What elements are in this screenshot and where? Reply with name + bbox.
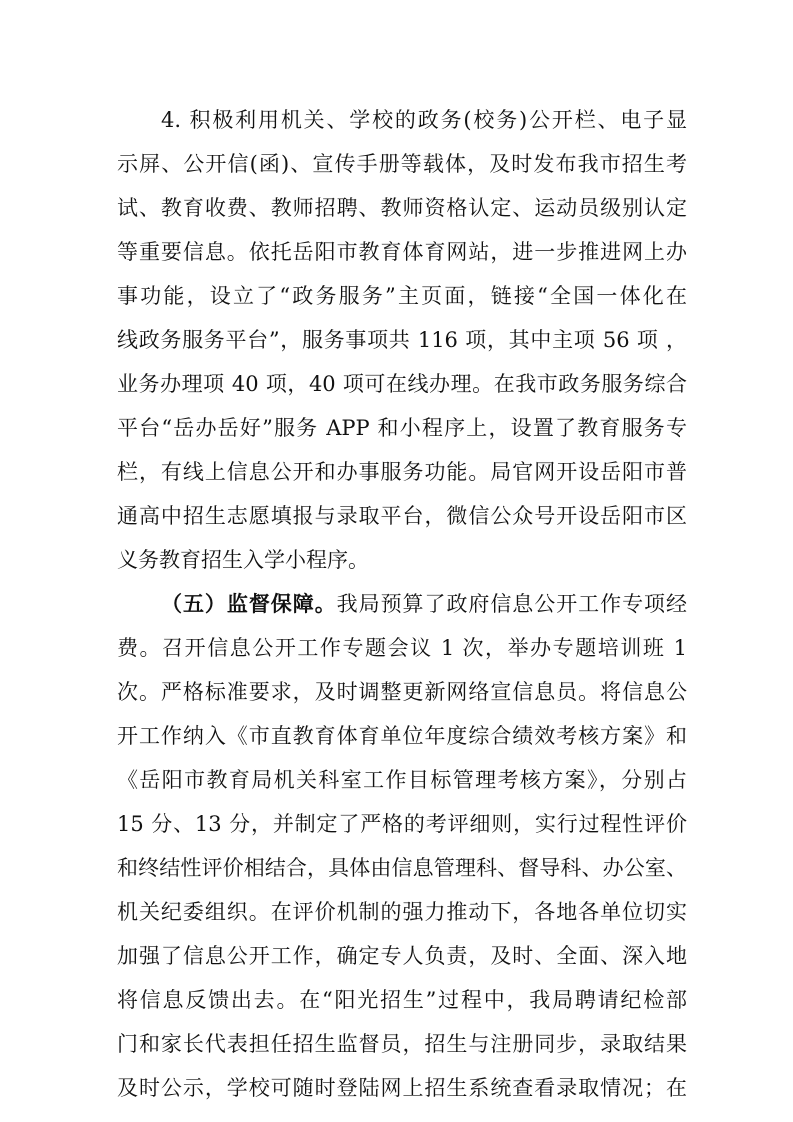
paragraph-4-line: 栏，有线上信息公开和办事服务功能。局官网开设岳阳市普	[117, 460, 687, 484]
section-5-line: 加强了信息公开工作，确定专人负责，及时、全面、深入地	[117, 944, 687, 968]
paragraph-4-line: 义务教育招生入学小程序。	[117, 548, 369, 572]
section-5-line: 费。召开信息公开工作专题会议 1 次，举办专题培训班 1	[117, 636, 687, 660]
paragraph-4-line: 线政务服务平台”，服务事项共 116 项，其中主项 56 项 ，	[117, 328, 687, 352]
section-5-line: 及时公示，学校可随时登陆网上招生系统查看录取情况；在	[117, 1076, 687, 1100]
paragraph-4-line: 平台“岳办岳好”服务 APP 和小程序上，设置了教育服务专	[117, 416, 687, 440]
section-5-line: 和终结性评价相结合，具体由信息管理科、督导科、办公室、	[117, 856, 687, 880]
paragraph-4-line: 事功能，设立了“政务服务”主页面，链接“全国一体化在	[117, 284, 687, 308]
paragraph-4-line: 业务办理项 40 项，40 项可在线办理。在我市政务服务综合	[117, 372, 687, 396]
section-5-first-line	[161, 589, 687, 619]
paragraph-4-line: 示屏、公开信(函)、宣传手册等载体，及时发布我市招生考	[117, 152, 687, 176]
section-5-first-line-text: 我局预算了政府信息公开工作专项经	[336, 592, 687, 616]
section-5-line: 15 分、13 分，并制定了严格的考评细则，实行过程性评价	[117, 812, 687, 836]
section-5-line: 机关纪委组织。在评价机制的强力推动下，各地各单位切实	[117, 900, 687, 924]
paragraph-4-line: 4. 积极利用机关、学校的政务(校务)公开栏、电子显	[161, 108, 687, 132]
section-5-line: 《岳阳市教育局机关科室工作目标管理考核方案》，分别占	[117, 768, 687, 792]
section-5-heading: （五）监督保障。	[161, 591, 337, 616]
section-5-line: 将信息反馈出去。在“阳光招生”过程中，我局聘请纪检部	[117, 988, 687, 1012]
paragraph-4-line: 试、教育收费、教师招聘、教师资格认定、运动员级别认定	[117, 196, 687, 220]
section-5-line: 次。严格标准要求，及时调整更新网络宣信息员。将信息公	[117, 680, 687, 704]
paragraph-4-line: 等重要信息。依托岳阳市教育体育网站，进一步推进网上办	[117, 240, 687, 264]
section-5-line: 开工作纳入《市直教育体育单位年度综合绩效考核方案》和	[117, 724, 687, 748]
paragraph-4-line: 通高中招生志愿填报与录取平台，微信公众号开设岳阳市区	[117, 504, 687, 528]
section-5-line: 门和家长代表担任招生监督员，招生与注册同步，录取结果	[117, 1032, 687, 1056]
